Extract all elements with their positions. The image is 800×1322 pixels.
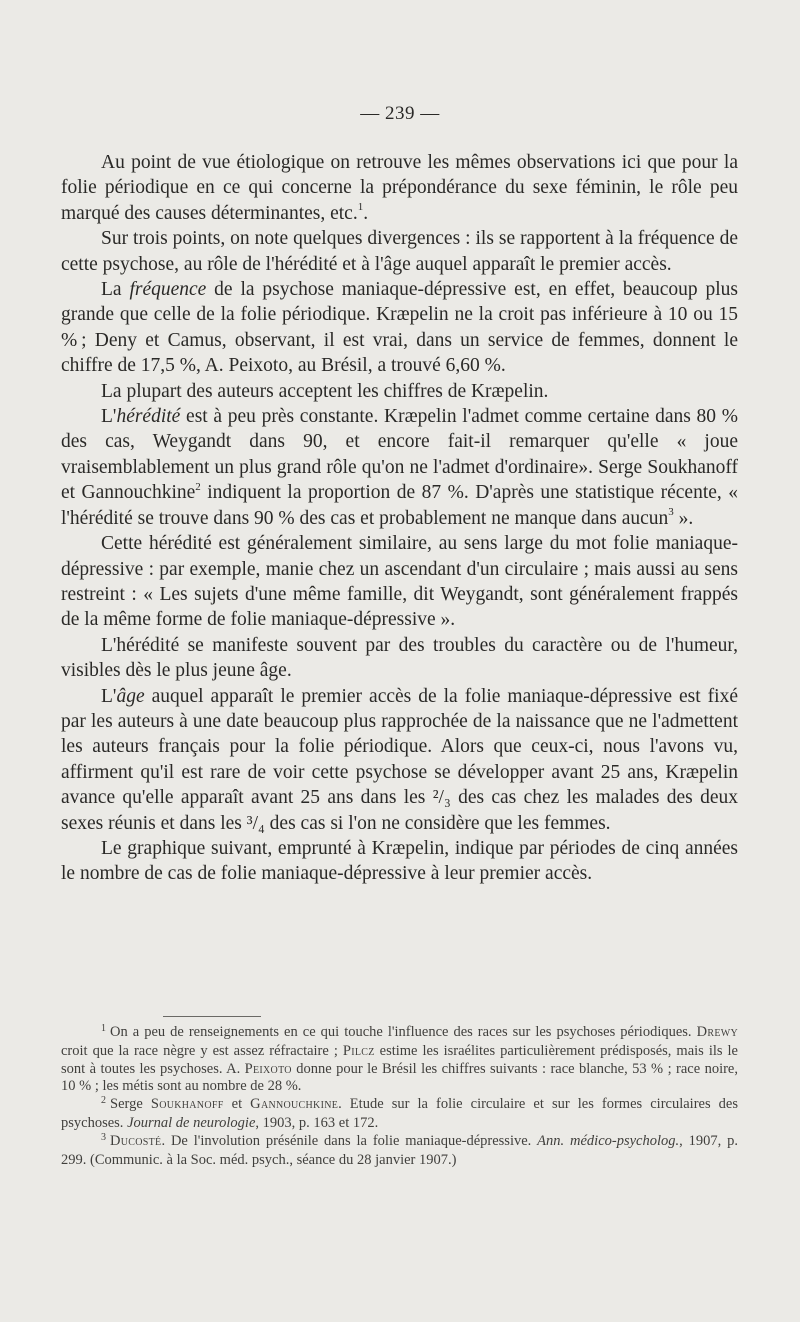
paragraph-age: L'âge auquel apparaît le premier accès de la folie maniaque-dépressive est fixé par les auteurs à une date beaucoup plus rapprochée de la naissance que ne l'admettent les auteurs français pour la folie périodique. Alors que ceux-ci, nous l'avons vu, affirment qu'il est rare de voir cette psychose se développer avant 25 ans, Kræpelin avance qu'elle apparaît avant 25 ans dans les ²/₃ des cas chez les malades des deux sexes réunis et dans les ³/₄ des cas si l'on ne considère que les femmes.: [61, 685, 738, 834]
footnote-2: $^2$ Serge Soukhanoff et Gannouchkine. Etude sur la folie circulaire et sur les formes circulaires des psychoses. Journal de neurologie, 1903, p. 163 et 172.: [61, 1095, 738, 1131]
footnote-1: $^1$ On a peu de renseignements en ce qui touche l'influence des races sur les psychoses périodiques. Drewy croit que la race nègre y est assez réfractaire ; Pilcz estime les israélites particulièrement prédisposés, mais ils le sont à toutes les psychoses. A. Peixoto donne pour le Brésil les chiffres suivants : race blanche, 53 % ; race noire, 10 % ; les métis sont au nombre de 28 %.: [61, 1023, 738, 1095]
paragraph-heredity: L'hérédité est à peu près constante. Kræpelin l'admet comme certaine dans 80 % des cas, Weygandt dans 90, et encore fait-il remarquer qu'elle « joue vraisemblablement un plus grand rôle qu'on ne l'admet d'ordinaire». Serge Soukhanoff et Gannouchkine$^2$ indiquent la proportion de 87 %. D'après une statistique récente, « l'hérédité se trouve dans 90 % des cas et probablement ne manque dans aucun$^3$ ».: [61, 406, 739, 529]
main-text: [61, 150, 738, 887]
footnote-3: $^3$ Ducosté. De l'involution présénile dans la folie maniaque-dépressive. Ann. médico-psycholog., 1907, p. 299. (Communic. à la Soc. méd. psych., séance du 28 janvier 1907.): [61, 1131, 738, 1168]
paragraph-etiology: Au point de vue étiologique on retrouve les mêmes observations ici que pour la folie périodique en ce qui concerne la prépondérance du sexe féminin, le rôle peu marqué des causes déterminantes, etc.$^1$.: [61, 152, 738, 224]
paragraph-graph-intro: Le graphique suivant, emprunté à Kræpelin, indique par périodes de cinq années le nombre de cas de folie maniaque-dépressive à leur premier accès.: [61, 837, 738, 885]
footnote-ref: 2: [195, 480, 201, 493]
paragraph-authors: La plupart des auteurs acceptent les chiffres de Kræpelin.: [101, 380, 549, 402]
page-number: — 239 —: [360, 103, 440, 124]
paragraph-frequency: La fréquence de la psychose maniaque-dépressive est, en effet, beaucoup plus grande que celle de la folie périodique. Kræpelin ne la croit pas inférieure à 10 ou 15 % ; Deny et Camus, observant, il est vrai, dans un service de femmes, donnent le chiffre de 17,5 %, A. Peixoto, au Brésil, a trouvé 6,60 %.: [61, 279, 738, 377]
paragraph-character: L'hérédité se manifeste souvent par des troubles du caractère ou de l'humeur, visibles dès le plus jeune âge.: [61, 634, 738, 682]
emphasis-term: âge: [116, 685, 145, 707]
footnote-ref: 3: [668, 506, 674, 519]
paragraph-divergences: Sur trois points, on note quelques divergences : ils se rapportent à la fréquence de cette psychose, au rôle de l'hérédité et à l'âge auquel apparaît le premier accès.: [61, 228, 738, 275]
emphasis-term: fréquence: [129, 279, 207, 301]
emphasis-term: hérédité: [116, 406, 181, 428]
footnotes: [61, 1024, 738, 1169]
paragraph-similar-heredity: Cette hérédité est généralement similaire, au sens large du mot folie maniaque-dépressive : par exemple, manie chez un ascendant d'un circulaire ; mais aussi au sens restreint : « Les sujets d'une même famille, dit Weygandt, sont généralement frappés de la même forme de folie maniaque-dépressive ».: [61, 533, 738, 631]
footnote-ref: 1: [357, 201, 364, 214]
footnote-divider: [163, 1016, 261, 1017]
